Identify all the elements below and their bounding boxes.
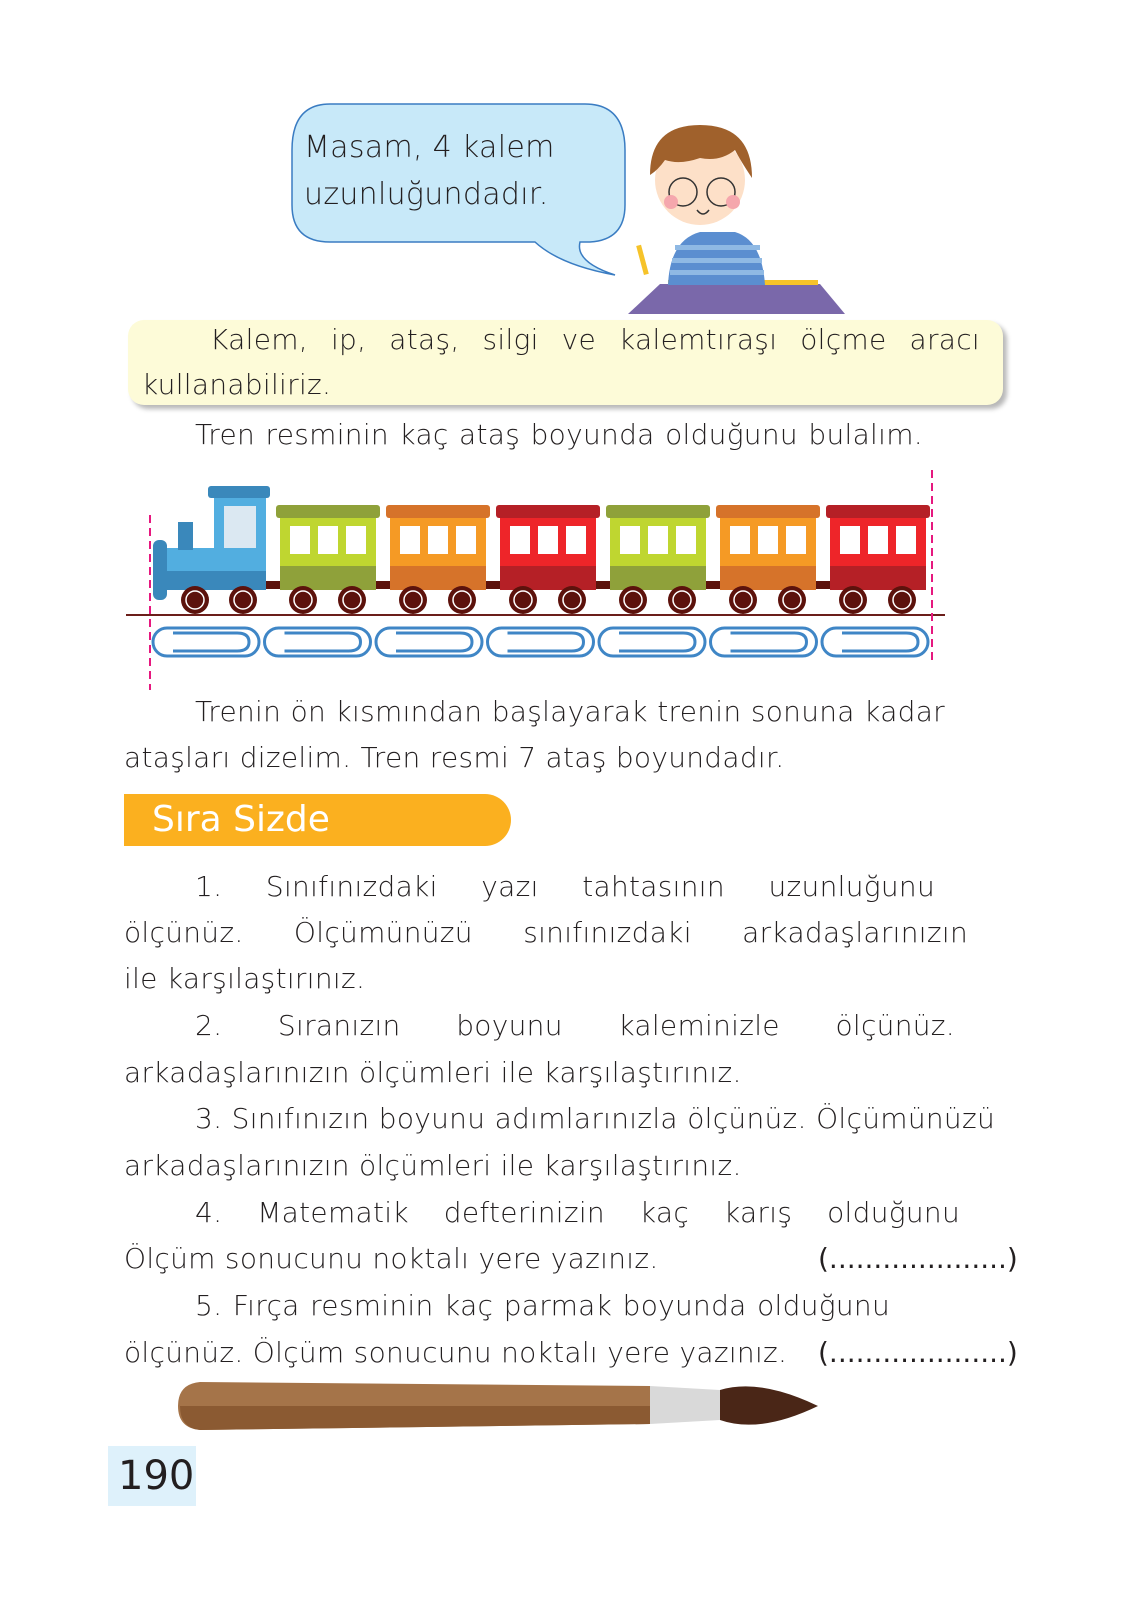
train-car-window (510, 526, 530, 554)
train-car-window (400, 526, 420, 554)
train-car-roof (826, 505, 930, 518)
boy-illustration (628, 125, 845, 314)
wheel (619, 586, 647, 614)
engine-window (224, 506, 256, 548)
train-car-window (868, 526, 888, 554)
train-car-window (676, 526, 696, 554)
train-car-base (390, 566, 486, 590)
page-number: 190 (118, 1453, 195, 1499)
wheel (509, 586, 537, 614)
speech-bubble-line: uzunluğundadır. (304, 177, 549, 212)
train-car-window (648, 526, 668, 554)
paperclip-inner-loop (396, 633, 472, 651)
train-paperclip-figure (0, 470, 1134, 700)
wheel (338, 586, 366, 614)
paperclip-inner-loop (173, 633, 249, 651)
note-line: kullanabiliriz. (142, 368, 332, 401)
exercise-2-line: arkadaşlarınızın ölçümleri ile karşılaştırınız. (124, 1056, 742, 1089)
train-car-window (566, 526, 586, 554)
wheel (399, 586, 427, 614)
wheel (558, 586, 586, 614)
intro-text: Tren resminin kaç ataş boyunda olduğunu bulalım. (195, 418, 923, 451)
train-car-roof (386, 505, 490, 518)
paperclip-inner-loop (508, 633, 584, 651)
page-number-box (108, 1446, 196, 1506)
exercise-1-line: ölçünüz. Ölçümünüzü sınıfınızdaki arkadaşlarınızın (124, 916, 968, 949)
exercise-4-line: Ölçüm sonucunu noktalı yere yazınız. (124, 1242, 659, 1275)
paperclip-inner-loop (842, 633, 918, 651)
train-car-base (280, 566, 376, 590)
engine-chimney (178, 522, 193, 550)
train-car-window (456, 526, 476, 554)
explanation-line: Trenin ön kısmından başlayarak trenin sonuna kadar (195, 695, 945, 728)
wheel (181, 586, 209, 614)
train-car-window (290, 526, 310, 554)
wheel (668, 586, 696, 614)
train-car-base (500, 566, 596, 590)
speech-bubble-line: Masam, 4 kalem (304, 130, 555, 165)
wheel (229, 586, 257, 614)
train-car-window (346, 526, 366, 554)
train-car-window (730, 526, 750, 554)
train-car-window (620, 526, 640, 554)
exercise-5-line: 5. Fırça resminin kaç parmak boyunda olduğunu (195, 1289, 890, 1322)
answer-blank-5[interactable]: (....................) (818, 1336, 1018, 1369)
engine-front (153, 540, 167, 600)
wheel (448, 586, 476, 614)
paperclip-inner-loop (285, 633, 361, 651)
section-banner (124, 794, 511, 846)
note-line: Kalem, ip, ataş, silgi ve kalemtıraşı ölçme aracı (210, 323, 980, 356)
wheel (888, 586, 916, 614)
train-car-base (610, 566, 706, 590)
train-car-window (538, 526, 558, 554)
train-car-window (840, 526, 860, 554)
engine-base (160, 571, 266, 590)
paperclip-inner-loop (731, 633, 807, 651)
speech-bubble-illustration (0, 0, 1134, 320)
wheel (729, 586, 757, 614)
exercise-4-line: 4. Matematik defterinizin kaç karış olduğunu (195, 1196, 960, 1229)
explanation-line: ataşları dizelim. Tren resmi 7 ataş boyundadır. (124, 741, 785, 774)
exercise-1-line: ile karşılaştırınız. (124, 962, 366, 995)
section-title: Sıra Sizde (152, 799, 330, 840)
train-car-base (830, 566, 926, 590)
exercise-1-line: 1. Sınıfınızdaki yazı tahtasının uzunluğunu (195, 870, 935, 903)
train-car-roof (716, 505, 820, 518)
engine-roof (208, 486, 270, 498)
wheel (289, 586, 317, 614)
desk (628, 284, 845, 314)
paintbrush-illustration (0, 1372, 1134, 1442)
train-car-roof (276, 505, 380, 518)
train-car-roof (496, 505, 600, 518)
wheel (839, 586, 867, 614)
exercise-3-line: 3. Sınıfınızın boyunu adımlarınızla ölçünüz. Ölçümünüzü (195, 1102, 995, 1135)
train-car-window (428, 526, 448, 554)
train-car-roof (606, 505, 710, 518)
exercise-5-line: ölçünüz. Ölçüm sonucunu noktalı yere yazınız. (124, 1336, 788, 1369)
wheel (778, 586, 806, 614)
train-car-window (786, 526, 806, 554)
train-car-window (318, 526, 338, 554)
answer-blank-4[interactable]: (....................) (818, 1242, 1018, 1275)
paperclip-inner-loop (619, 633, 695, 651)
train-car-window (758, 526, 778, 554)
exercise-2-line: 2. Sıranızın boyunu kaleminizle ölçünüz. (195, 1009, 955, 1042)
train-car-window (896, 526, 916, 554)
exercise-3-line: arkadaşlarınızın ölçümleri ile karşılaştırınız. (124, 1149, 742, 1182)
train-car-base (720, 566, 816, 590)
